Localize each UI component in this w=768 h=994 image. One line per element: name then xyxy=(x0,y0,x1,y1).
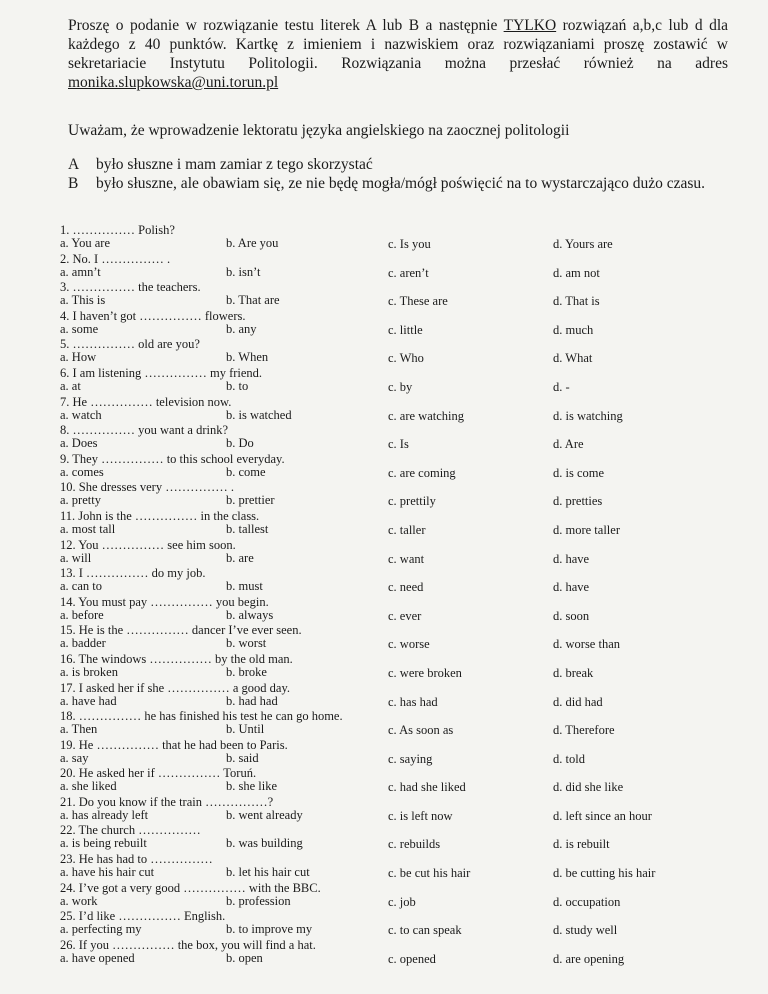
question-item xyxy=(60,681,750,710)
question-stem: 24. I’ve got a very good …………… with the BBC. xyxy=(60,880,321,895)
answer-c: c. As soon as xyxy=(388,723,454,738)
answer-c: c. had she liked xyxy=(388,780,466,795)
question-stem: 8. …………… you want a drink? xyxy=(60,423,229,438)
question-stem: 1. …………… Polish? xyxy=(60,223,175,237)
question-stem: 13. I …………… do my job. xyxy=(60,566,206,581)
question-stem: 22. The church …………… xyxy=(60,823,201,838)
question-stem: 7. He …………… television now. xyxy=(60,394,232,409)
answer-a: a. has already left xyxy=(60,807,149,822)
question-item xyxy=(60,852,750,881)
question-stem: 17. I asked her if she …………… a good day. xyxy=(60,680,291,695)
answer-d: d. much xyxy=(553,322,594,337)
question-item xyxy=(60,766,750,795)
question-item xyxy=(60,366,750,395)
answer-d: d. left since an hour xyxy=(553,808,652,823)
answer-b: b. was building xyxy=(226,836,303,851)
question-item xyxy=(60,309,750,338)
question-stem: 2. No. I …………… . xyxy=(60,251,171,266)
instructions-paragraph xyxy=(68,16,728,92)
answer-b: b. Are you xyxy=(226,236,279,250)
answer-d: d. Yours are xyxy=(553,237,613,251)
answer-a: a. watch xyxy=(60,407,102,422)
question-stem: 19. He …………… that he had been to Paris. xyxy=(60,737,288,752)
answer-a: a. pretty xyxy=(60,493,101,508)
question-item xyxy=(60,395,750,424)
option-letter: B xyxy=(68,175,79,192)
question-stem: 16. The windows …………… by the old man. xyxy=(60,651,293,666)
answer-d: d. told xyxy=(553,751,585,766)
answer-b: b. let his hair cut xyxy=(226,865,310,880)
question-item xyxy=(60,538,750,567)
answer-d: d. is come xyxy=(553,465,605,480)
answer-c: c. saying xyxy=(388,751,433,766)
question-stem: 10. She dresses very …………… . xyxy=(60,480,234,495)
answer-a: a. is being rebuilt xyxy=(60,836,147,851)
answer-d: d. are opening xyxy=(553,951,625,966)
answer-d: d. did had xyxy=(553,694,603,709)
answer-b: b. prettier xyxy=(226,493,275,508)
answer-c: c. has had xyxy=(388,694,438,709)
answer-d: d. study well xyxy=(553,923,618,938)
survey-option-a xyxy=(68,155,748,174)
answer-a: a. How xyxy=(60,350,97,365)
question-item xyxy=(60,480,750,509)
question-stem: 18. …………… he has finished his test he can go home. xyxy=(60,709,343,724)
question-stem: 4. I haven’t got …………… flowers. xyxy=(60,308,246,323)
survey-option-b xyxy=(68,174,748,193)
answer-a: a. before xyxy=(60,607,104,622)
answer-c: c. are coming xyxy=(388,465,456,480)
answer-d: d. is rebuilt xyxy=(553,837,610,852)
answer-b: b. Do xyxy=(226,436,254,451)
answer-c: c. opened xyxy=(388,951,436,966)
question-item xyxy=(60,252,750,281)
answer-c: c. ever xyxy=(388,608,422,623)
answer-d: d. worse than xyxy=(553,637,620,652)
question-item xyxy=(60,566,750,595)
question-item xyxy=(60,938,750,967)
answer-c: c. Is you xyxy=(388,237,431,251)
answer-a: a. You are xyxy=(60,236,110,250)
answer-d: d. be cutting his hair xyxy=(553,866,656,881)
answer-c: c. need xyxy=(388,580,424,595)
answer-b: b. When xyxy=(226,350,269,365)
answer-c: c. rebuilds xyxy=(388,837,441,852)
answer-a: a. can to xyxy=(60,579,102,594)
question-item xyxy=(60,652,750,681)
answer-a: a. she liked xyxy=(60,779,117,794)
question-stem: 12. You …………… see him soon. xyxy=(60,537,236,552)
question-item xyxy=(60,823,750,852)
answer-c: c. job xyxy=(388,894,416,909)
question-stem: 26. If you …………… the box, you will find a hat. xyxy=(60,937,316,952)
answer-d: d. What xyxy=(553,351,593,366)
answer-d: d. is watching xyxy=(553,408,623,423)
question-stem: 11. John is the …………… in the class. xyxy=(60,508,260,523)
question-item xyxy=(60,223,750,252)
answer-a: a. is broken xyxy=(60,664,118,679)
answer-d: d. break xyxy=(553,665,594,680)
question-item xyxy=(60,709,750,738)
answer-b: b. to improve my xyxy=(226,922,313,937)
survey-options xyxy=(68,155,748,193)
question-stem: 9. They …………… to this school everyday. xyxy=(60,451,285,466)
question-item xyxy=(60,280,750,309)
question-item xyxy=(60,595,750,624)
answer-c: c. are watching xyxy=(388,408,465,423)
answer-a: a. most tall xyxy=(60,521,116,536)
answer-a: a. perfecting my xyxy=(60,922,142,937)
answer-d: d. - xyxy=(553,379,570,394)
answer-c: c. be cut his hair xyxy=(388,866,471,881)
answer-d: d. Therefore xyxy=(553,723,615,738)
answer-b: b. worst xyxy=(226,636,267,651)
answer-c: c. little xyxy=(388,322,423,337)
answer-d: d. did she like xyxy=(553,780,624,795)
answer-c: c. worse xyxy=(388,637,430,652)
answer-c: c. Is xyxy=(388,437,409,452)
answer-d: d. That is xyxy=(553,294,600,309)
answer-b: b. come xyxy=(226,464,266,479)
option-text: było słuszne i mam zamiar z tego skorzystać xyxy=(96,156,373,173)
question-item xyxy=(60,423,750,452)
question-item xyxy=(60,738,750,767)
question-item xyxy=(60,881,750,910)
answer-a: a. work xyxy=(60,893,98,908)
answer-d: d. am not xyxy=(553,265,600,280)
answer-b: b. broke xyxy=(226,664,267,679)
question-item xyxy=(60,337,750,366)
question-item xyxy=(60,909,750,938)
survey-statement: Uważam, że wprowadzenie lektoratu języka angielskiego na zaocznej politologii xyxy=(68,122,570,139)
answer-c: c. to can speak xyxy=(388,923,462,938)
question-stem: 15. He is the …………… dancer I’ve ever seen. xyxy=(60,623,302,638)
answer-b: b. said xyxy=(226,750,259,765)
question-stem: 14. You must pay …………… you begin. xyxy=(60,594,269,609)
answer-a: a. badder xyxy=(60,636,106,651)
answer-a: a. amn’t xyxy=(60,264,101,279)
answer-a: a. have opened xyxy=(60,950,135,965)
tylko-emphasis: TYLKO xyxy=(503,17,557,34)
answer-b: b. That are xyxy=(226,293,280,308)
answer-c: c. Who xyxy=(388,351,424,366)
answer-b: b. are xyxy=(226,550,254,565)
answer-b: b. had had xyxy=(226,693,278,708)
question-item xyxy=(60,452,750,481)
question-stem: 23. He has had to …………… xyxy=(60,852,213,867)
answer-d: d. more taller xyxy=(553,522,620,537)
question-item xyxy=(60,509,750,538)
answer-b: b. any xyxy=(226,321,257,336)
answer-c: c. aren’t xyxy=(388,265,429,280)
answer-a: a. have his hair cut xyxy=(60,865,155,880)
answer-b: b. is watched xyxy=(226,407,292,422)
answer-a: a. some xyxy=(60,321,99,336)
answer-b: b. Until xyxy=(226,722,265,737)
answer-c: c. by xyxy=(388,379,413,394)
answer-d: d. soon xyxy=(553,608,590,623)
question-stem: 5. …………… old are you? xyxy=(60,337,200,352)
answer-c: c. taller xyxy=(388,522,426,537)
question-stem: 25. I’d like …………… English. xyxy=(60,909,226,924)
answer-b: b. must xyxy=(226,579,263,594)
question-item xyxy=(60,795,750,824)
answer-c: c. These are xyxy=(388,294,448,309)
answer-d: d. pretties xyxy=(553,494,603,509)
answer-a: a. will xyxy=(60,550,92,565)
answer-b: b. she like xyxy=(226,779,278,794)
answer-b: b. to xyxy=(226,378,249,393)
question-stem: 3. …………… the teachers. xyxy=(60,280,201,295)
answer-b: b. isn’t xyxy=(226,264,261,279)
question-stem: 20. He asked her if …………… Toruń. xyxy=(60,766,257,781)
instructions-text-before: Proszę o podanie w rozwiązanie testu literek A lub B a następnie xyxy=(68,17,504,34)
answer-d: d. have xyxy=(553,551,590,566)
answer-a: a. Then xyxy=(60,722,98,737)
answer-a: a. comes xyxy=(60,464,104,479)
question-item xyxy=(60,623,750,652)
answer-a: a. say xyxy=(60,750,89,765)
question-stem: 21. Do you know if the train ……………? xyxy=(60,794,274,809)
email-link[interactable]: monika.slupkowska@uni.torun.pl xyxy=(68,74,279,91)
test-questions xyxy=(60,223,750,966)
answer-c: c. want xyxy=(388,551,425,566)
answer-d: d. have xyxy=(553,580,590,595)
answer-b: b. tallest xyxy=(226,521,269,536)
answer-c: c. is left now xyxy=(388,808,453,823)
answer-b: b. always xyxy=(226,607,274,622)
answer-b: b. open xyxy=(226,950,263,965)
answer-a: a. This is xyxy=(60,293,106,308)
answer-b: b. profession xyxy=(226,893,291,908)
option-text: było słuszne, ale obawiam się, ze nie będę mogła/mógł poświęcić na to wystarczająco dużo czasu. xyxy=(96,175,706,192)
answer-c: c. were broken xyxy=(388,665,462,680)
answer-a: a. have had xyxy=(60,693,117,708)
answer-b: b. went already xyxy=(226,807,303,822)
answer-d: d. occupation xyxy=(553,894,621,909)
instructions-text-after: rozwiązań a,b,c lub d dla każdego z 40 punktów. Kartkę z imieniem i nazwiskiem oraz rozwiązaniami proszę zostawić w sekretariacie Instytutu Politologii. Rozwiązania można przesłać również na adres xyxy=(68,17,729,72)
question-stem: 6. I am listening …………… my friend. xyxy=(60,365,263,380)
option-letter: A xyxy=(68,156,80,173)
answer-a: a. at xyxy=(60,378,81,393)
answer-c: c. prettily xyxy=(388,494,436,509)
answer-d: d. Are xyxy=(553,437,584,452)
answer-a: a. Does xyxy=(60,436,98,451)
